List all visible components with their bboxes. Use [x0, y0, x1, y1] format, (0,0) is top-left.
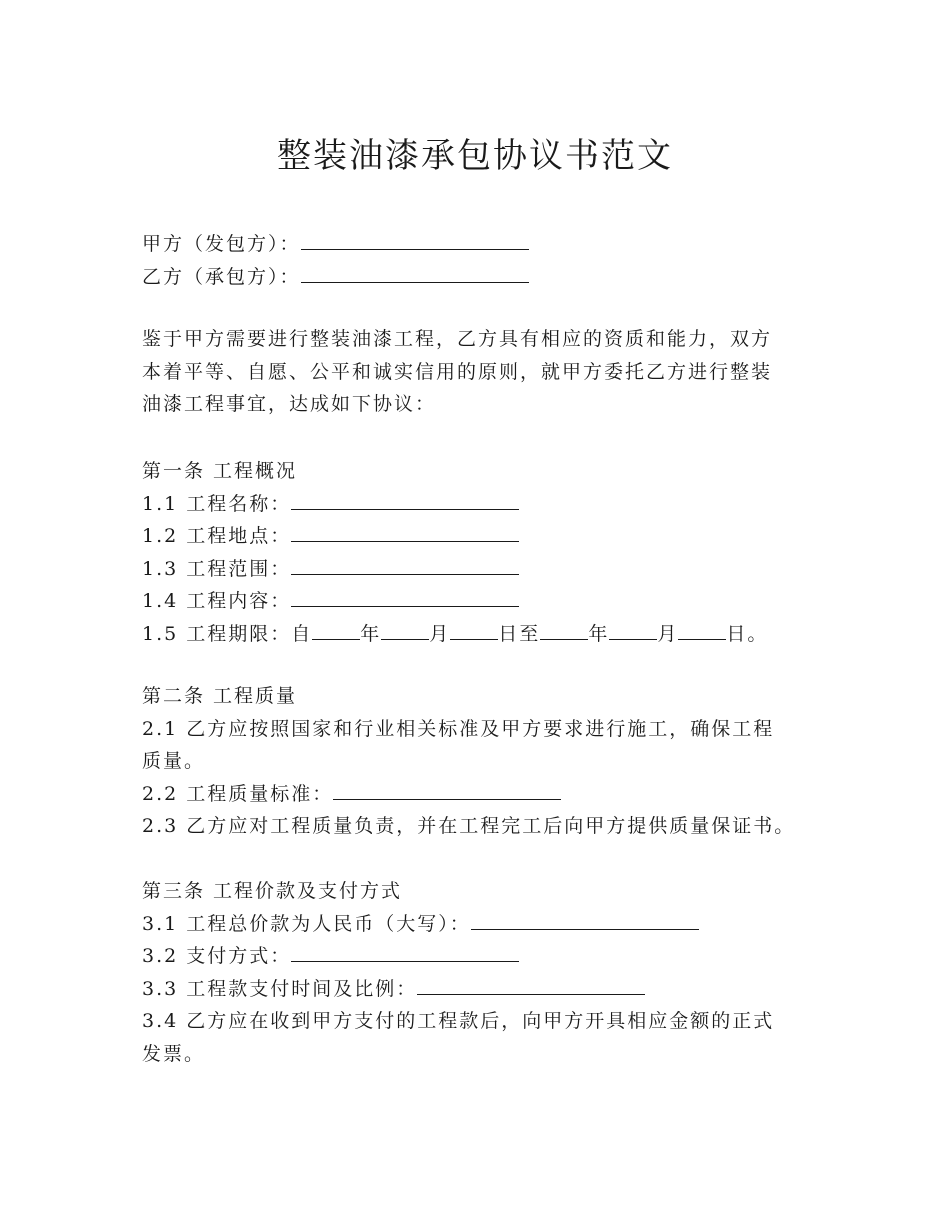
preamble-line: 油漆工程事宜，达成如下协议： [142, 393, 437, 415]
document-title: 整装油漆承包协议书范文 [277, 136, 673, 176]
item-3-3 [142, 973, 842, 1006]
preamble-paragraph [142, 323, 842, 421]
year-label: 年 [588, 622, 610, 645]
end-year-blank [540, 621, 588, 640]
section-1 [142, 455, 842, 650]
section-3 [142, 875, 842, 1070]
item-1-2 [142, 520, 842, 553]
preamble-line: 鉴于甲方需要进行整装油漆工程，乙方具有相应的资质和能力，双方 [142, 328, 773, 350]
item-3-4-line: 3.4 乙方应在收到甲方支付的工程款后，向甲方开具相应金额的正式 [142, 1010, 775, 1032]
party-b-line [142, 261, 842, 294]
start-month-blank [381, 621, 429, 640]
item-1-5 [142, 618, 842, 651]
item-1-3 [142, 553, 842, 586]
party-b-label: 乙方（承包方）： [142, 265, 301, 288]
month-label: 月 [657, 622, 679, 645]
day-end-label: 日。 [726, 622, 769, 645]
item-1-4-label: 1.4 工程内容： [142, 590, 292, 612]
item-2-2-label: 2.2 工程质量标准： [142, 782, 334, 805]
year-label: 年 [360, 622, 382, 645]
party-b-blank [301, 264, 529, 283]
item-3-2-label: 3.2 支付方式： [142, 945, 292, 967]
section-1-heading: 第一条 工程概况 [142, 460, 298, 482]
party-a-line [142, 228, 842, 261]
item-2-2 [142, 778, 842, 811]
item-1-3-label: 1.3 工程范围： [142, 557, 292, 580]
end-month-blank [609, 621, 657, 640]
item-3-1-blank [471, 911, 699, 930]
item-3-2 [142, 940, 842, 973]
item-3-3-label: 3.3 工程款支付时间及比例： [142, 977, 418, 1000]
item-3-3-blank [417, 976, 645, 995]
item-1-1 [142, 488, 842, 521]
item-1-1-label: 1.1 工程名称： [142, 492, 292, 515]
month-label: 月 [429, 622, 451, 645]
start-day-blank [450, 621, 498, 640]
item-1-1-blank [291, 491, 519, 510]
section-2 [142, 680, 842, 843]
section-3-heading: 第三条 工程价款及支付方式 [142, 880, 403, 902]
item-1-4-blank [291, 588, 519, 607]
item-1-4 [142, 585, 842, 618]
item-1-2-label: 1.2 工程地点： [142, 525, 292, 547]
item-3-4-line: 发票。 [142, 1042, 206, 1065]
item-1-3-blank [291, 556, 519, 575]
start-year-blank [312, 621, 360, 640]
day-to-label: 日至 [498, 622, 541, 645]
item-1-5-label: 1.5 工程期限：自 [142, 622, 313, 645]
preamble-line: 本着平等、自愿、公平和诚实信用的原则，就甲方委托乙方进行整装 [142, 360, 773, 383]
item-3-1 [142, 908, 842, 941]
parties-block [142, 228, 842, 293]
item-2-1-line: 2.1 乙方应按照国家和行业相关标准及甲方要求进行施工，确保工程 [142, 717, 775, 740]
item-3-2-blank [291, 943, 519, 962]
item-3-1-label: 3.1 工程总价款为人民币（大写）： [142, 912, 471, 935]
item-2-3: 2.3 乙方应对工程质量负责，并在工程完工后向甲方提供质量保证书。 [142, 815, 796, 837]
party-a-blank [301, 231, 529, 250]
end-day-blank [678, 621, 726, 640]
item-2-2-blank [333, 781, 561, 800]
item-2-1-line: 质量。 [142, 750, 206, 772]
item-1-2-blank [291, 523, 519, 542]
party-a-label: 甲方（发包方）： [142, 233, 301, 255]
section-2-heading: 第二条 工程质量 [142, 685, 298, 707]
